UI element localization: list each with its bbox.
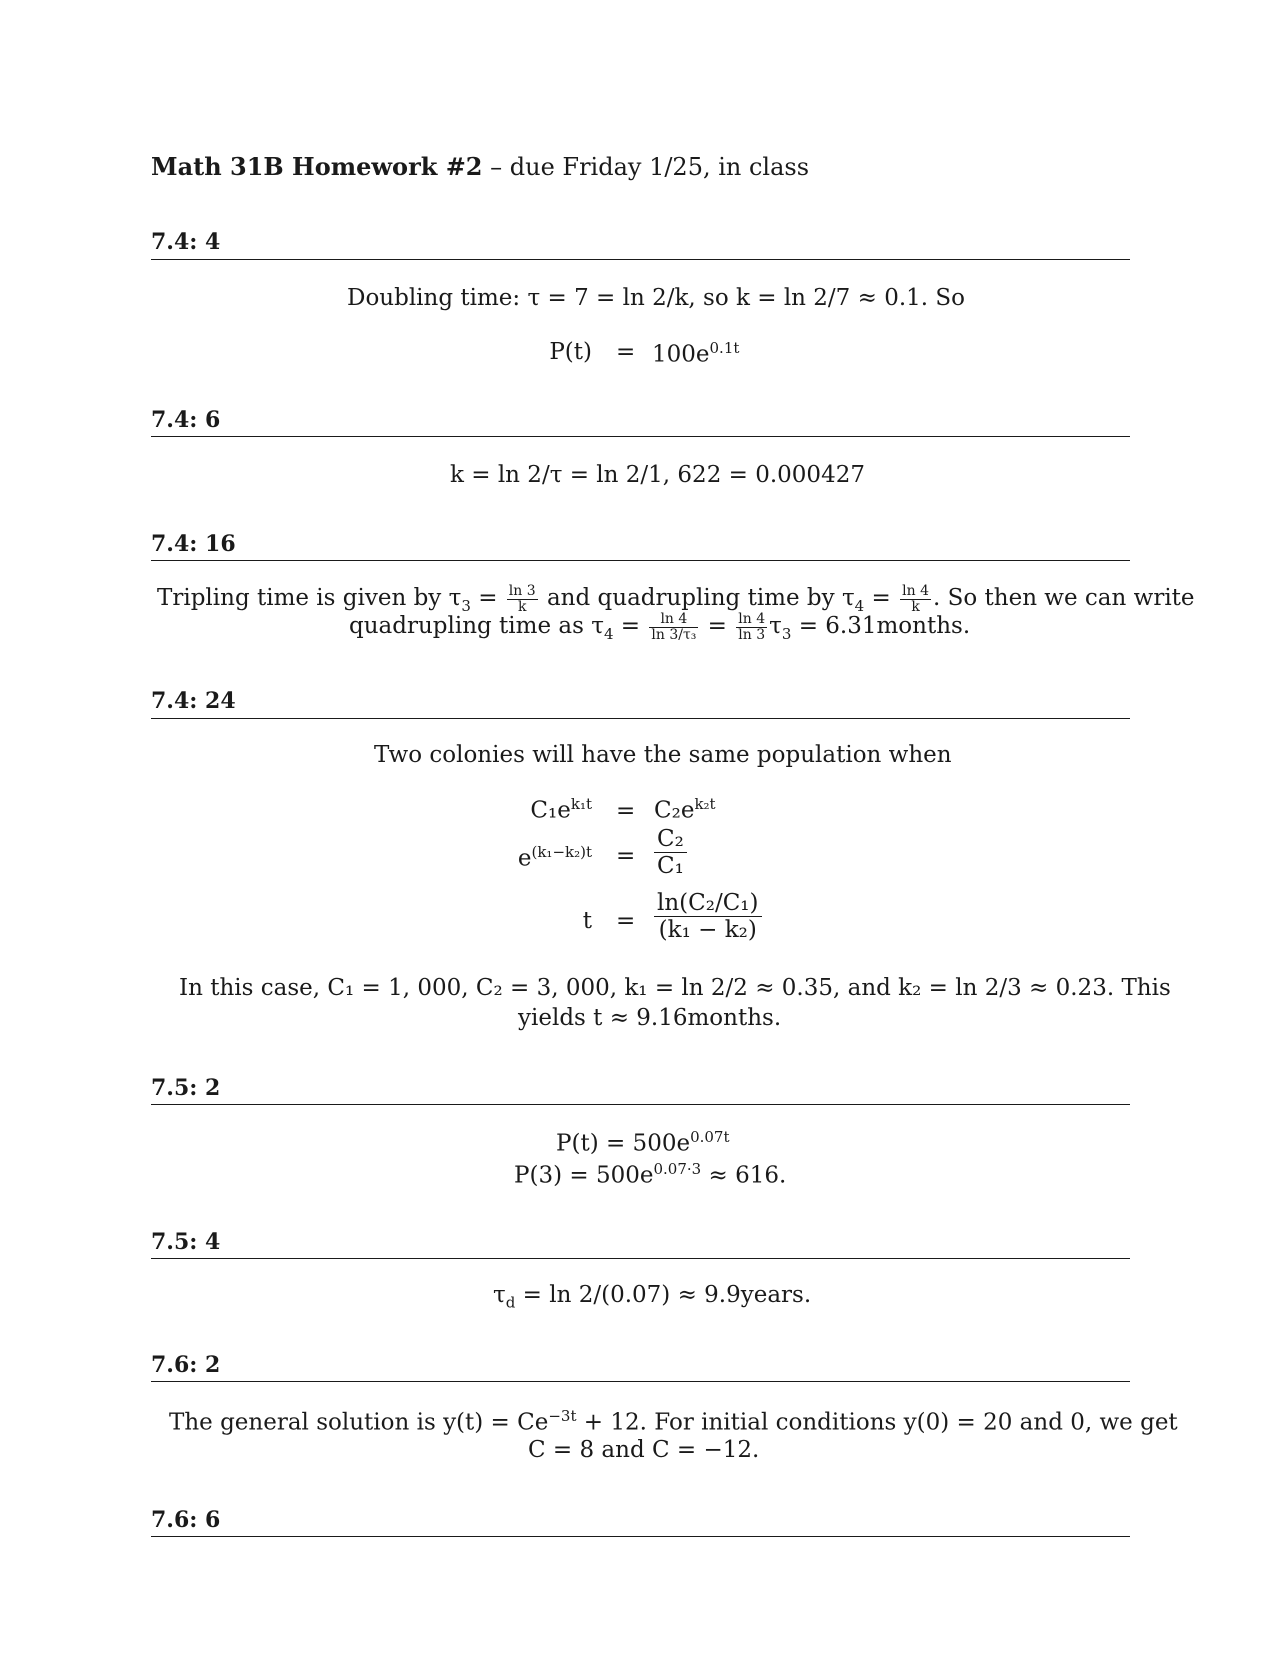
page-title xyxy=(151,152,809,181)
s3-a-sub: 3 xyxy=(461,596,471,615)
s4-line2: yields t ≈ 9.16months. xyxy=(518,1005,782,1031)
section-rule xyxy=(151,259,1130,260)
s5-line2 xyxy=(514,1160,786,1189)
section-rule xyxy=(151,560,1130,561)
section-label: 7.4: 24 xyxy=(151,688,236,714)
s6-tau-sub: d xyxy=(505,1293,516,1312)
s7-line2: C = 8 and C = −12. xyxy=(528,1437,760,1463)
s5-l1-base: P(t) = 500e xyxy=(556,1130,691,1157)
s1-lhs: P(t) xyxy=(549,339,592,365)
fr2-den: k xyxy=(911,598,920,615)
s7-line1 xyxy=(169,1407,1178,1436)
frac-ln4-ln3 xyxy=(736,612,767,642)
fr1-den: k xyxy=(517,598,527,615)
s5-line1 xyxy=(556,1128,730,1157)
section-label: 7.6: 2 xyxy=(151,1352,221,1378)
s3-d-sub: 4 xyxy=(603,624,614,643)
frac-ln4-ln3tau xyxy=(649,612,698,642)
section-rule xyxy=(151,1381,1130,1382)
s4-r1-rhs-exp: k₂t xyxy=(694,795,716,813)
fr3-num: ln 4 xyxy=(649,612,698,628)
section-rule xyxy=(151,1536,1130,1537)
s3-line2 xyxy=(349,612,970,643)
s4-r2-lhs xyxy=(480,843,592,872)
fr3-den: ln 3/τ₃ xyxy=(651,626,697,643)
s4-r3-eq: = xyxy=(616,908,636,934)
s6-line1 xyxy=(493,1282,811,1312)
frac-lnc2c1-k1k2 xyxy=(654,890,762,944)
section-rule xyxy=(151,1258,1130,1259)
frac-ln3-k xyxy=(507,584,538,614)
s3-a-eq: = xyxy=(470,585,505,612)
frac-ln4-k xyxy=(900,584,931,614)
s3-f: τ xyxy=(769,613,782,640)
s7-a: The general solution is y(t) = Ce xyxy=(169,1409,549,1436)
title-rest: – due Friday 1/25, in class xyxy=(482,153,810,181)
s7-b: + 12. For initial conditions y(0) = 20 and 0, we get xyxy=(576,1409,1178,1436)
s4-r1-lhs xyxy=(480,795,592,824)
fr2-num: ln 4 xyxy=(902,583,929,599)
s4-r1-rhs xyxy=(654,795,716,824)
fr1-num: ln 3 xyxy=(508,583,536,599)
s4-r2-lhs-base: e xyxy=(517,845,532,872)
s1-rhs xyxy=(652,339,739,368)
s3-d: quadrupling time as τ xyxy=(349,613,604,640)
section-label: 7.4: 6 xyxy=(151,407,221,433)
section-label: 7.4: 16 xyxy=(151,531,236,557)
section-rule xyxy=(151,718,1130,719)
s3-b-sub: 4 xyxy=(854,596,865,615)
s4-r1-lhs-base: C₁e xyxy=(530,797,571,824)
s4-r3-lhs: t xyxy=(582,908,592,934)
s3-e-eq: = xyxy=(700,613,735,640)
s3-f-sub: 3 xyxy=(781,624,792,643)
s3-b: and quadrupling time by τ xyxy=(539,585,855,612)
s5-l2-tail: ≈ 616. xyxy=(701,1162,787,1189)
section-rule xyxy=(151,1104,1130,1105)
s5-l2-base: P(3) = 500e xyxy=(514,1162,654,1189)
s3-g: = 6.31months. xyxy=(791,613,971,640)
s4-r2-eq: = xyxy=(616,843,636,869)
section-rule xyxy=(151,436,1130,437)
s4-r1-eq: = xyxy=(616,798,636,824)
s6-rest: = ln 2/(0.07) ≈ 9.9years. xyxy=(515,1282,812,1308)
title-bold: Math 31B Homework #2 xyxy=(151,152,483,181)
s4-r1-rhs-base: C₂e xyxy=(654,797,695,824)
s1-rhs-exp: 0.1t xyxy=(709,339,740,357)
s4-r2-num: C₂ xyxy=(654,826,687,853)
s2-text: k = ln 2/τ = ln 2/1, 622 = 0.000427 xyxy=(450,462,865,488)
s3-a: Tripling time is given by τ xyxy=(157,585,462,612)
s7-a-exp: −3t xyxy=(548,1407,577,1425)
s4-r1-lhs-exp: k₁t xyxy=(570,795,592,813)
fr4-num: ln 4 xyxy=(738,611,766,627)
s1-text: Doubling time: τ = 7 = ln 2/k, so k = ln 2/7 ≈ 0.1. So xyxy=(347,285,966,311)
s3-c: . So then we can write xyxy=(932,585,1195,612)
s4-r2-lhs-exp: (k₁−k₂)t xyxy=(531,843,592,861)
s4-r3-rhs xyxy=(654,890,762,944)
s4-r3-num: ln(C₂/C₁) xyxy=(654,890,762,917)
frac-c2-c1 xyxy=(654,826,687,880)
section-label: 7.5: 2 xyxy=(151,1075,221,1101)
s4-intro: Two colonies will have the same population when xyxy=(374,742,952,768)
fr4-den: ln 3 xyxy=(738,626,766,643)
s4-line1: In this case, C₁ = 1, 000, C₂ = 3, 000, k₁ = ln 2/2 ≈ 0.35, and k₂ = ln 2/3 ≈ 0.23. This xyxy=(179,975,1171,1001)
s5-l2-exp: 0.07·3 xyxy=(653,1160,702,1178)
s5-l1-exp: 0.07t xyxy=(690,1128,730,1146)
section-label: 7.6: 6 xyxy=(151,1507,221,1533)
section-label: 7.4: 4 xyxy=(151,229,221,255)
s4-r2-rhs xyxy=(654,826,687,880)
s1-rhs-base: 100e xyxy=(652,341,710,368)
s3-d-eq: = xyxy=(613,613,648,640)
s1-eq: = xyxy=(616,339,636,365)
s3-b-eq: = xyxy=(864,585,899,612)
s4-r2-den: C₁ xyxy=(657,853,684,880)
section-label: 7.5: 4 xyxy=(151,1229,221,1255)
s6-tau: τ xyxy=(493,1282,506,1308)
s4-r3-den: (k₁ − k₂) xyxy=(658,917,757,944)
